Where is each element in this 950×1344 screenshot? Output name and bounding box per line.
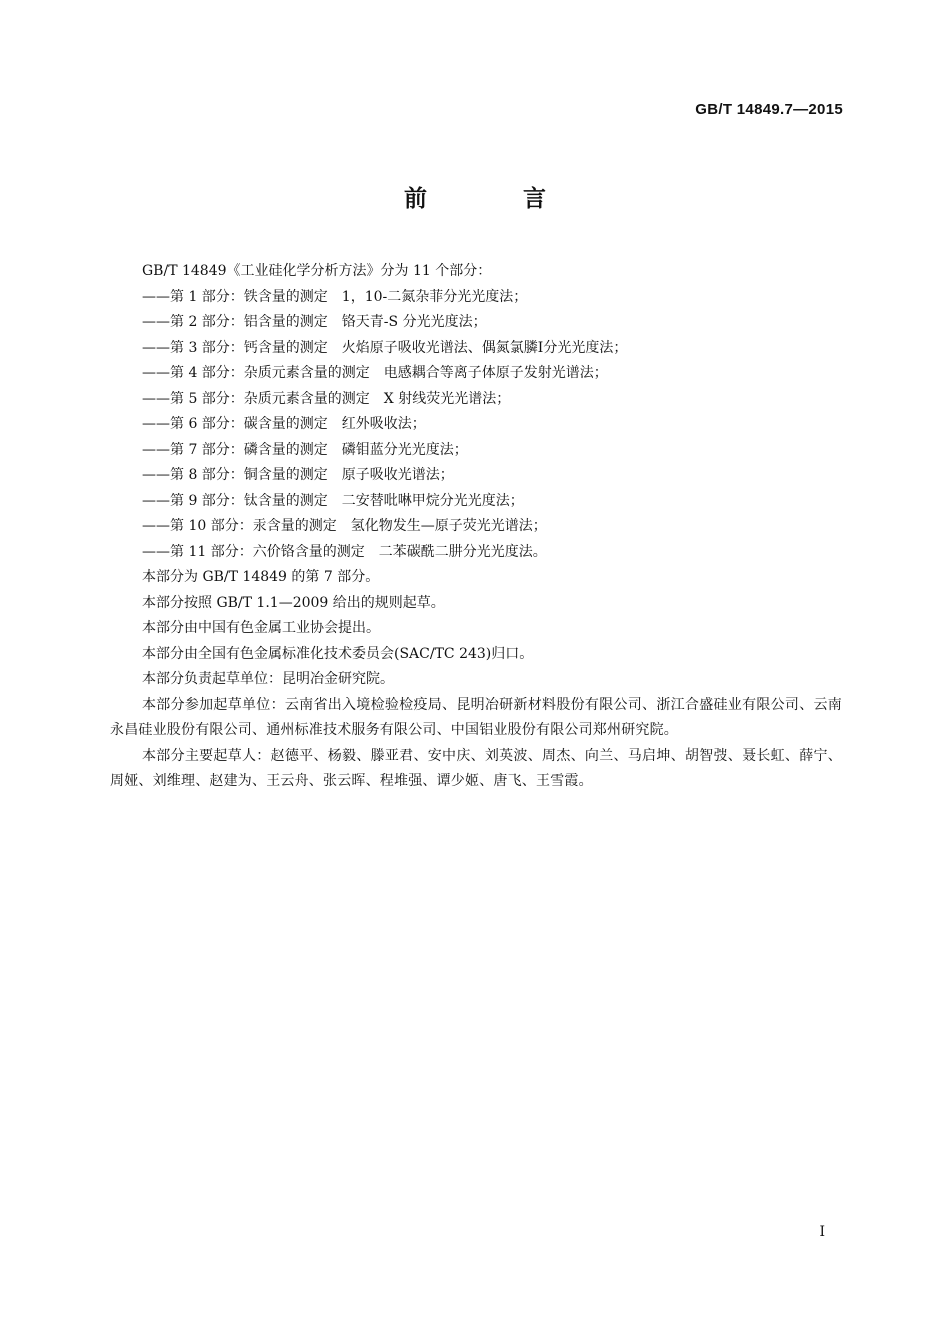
statement-line: 本部分为 GB/T 14849 的第 7 部分。 <box>142 569 380 585</box>
statement-line: 本部分负责起草单位：昆明冶金研究院。 <box>142 671 394 687</box>
page-number: Ⅰ <box>819 1224 825 1240</box>
intro-line: GB/T 14849《工业硅化学分析方法》分为 11 个部分： <box>142 263 492 279</box>
part-item: ——第 5 部分：杂质元素含量的测定 X 射线荧光光谱法； <box>142 390 511 407</box>
part-item: ——第 1 部分：铁含量的测定 1，10-二氮杂菲分光光度法； <box>142 288 528 305</box>
part-item: ——第 6 部分：碳含量的测定 红外吸收法； <box>142 416 426 432</box>
drafters-paragraph: 本部分主要起草人：赵德平、杨毅、滕亚君、安中庆、刘英波、周杰、向兰、马启坤、胡智弢、聂长虹、薛宁、周娅、刘维理、赵建为、王云舟、张云晖、程堆强、谭少姬、唐飞、王雪霞。 <box>110 747 842 789</box>
part-item: ——第 11 部分：六价铬含量的测定 二苯碳酰二肼分光光度法。 <box>142 543 547 560</box>
part-item: ——第 3 部分：钙含量的测定 火焰原子吸收光谱法、偶氮氯膦Ⅰ分光光度法； <box>142 339 628 356</box>
statement-line: 本部分由中国有色金属工业协会提出。 <box>142 620 380 636</box>
standard-code: GB/T 14849.7—2015 <box>695 101 843 118</box>
part-item: ——第 9 部分：钛含量的测定 二安替吡啉甲烷分光光度法； <box>142 492 524 509</box>
statement-line: 本部分按照 GB/T 1.1—2009 给出的规则起草。 <box>142 594 445 611</box>
part-item: ——第 2 部分：铝含量的测定 铬天青-S 分光光度法； <box>142 314 487 330</box>
statement-line: 本部分由全国有色金属标准化技术委员会(SAC/TC 243)归口。 <box>142 645 534 662</box>
part-item: ——第 10 部分：汞含量的测定 氢化物发生—原子荧光光谱法； <box>142 518 547 534</box>
participants-paragraph: 本部分参加起草单位：云南省出入境检验检疫局、昆明冶研新材料股份有限公司、浙江合盛硅业有限公司、云南永昌硅业股份有限公司、通州标准技术服务有限公司、中国铝业股份有限公司郑州研究院。 <box>110 696 842 738</box>
page-title: 前 言 <box>403 186 590 212</box>
part-item: ——第 4 部分：杂质元素含量的测定 电感耦合等离子体原子发射光谱法； <box>142 365 608 381</box>
foreword-body <box>110 259 842 795</box>
part-item: ——第 7 部分：磷含量的测定 磷钼蓝分光光度法； <box>142 441 468 458</box>
part-item: ——第 8 部分：铜含量的测定 原子吸收光谱法； <box>142 467 454 483</box>
